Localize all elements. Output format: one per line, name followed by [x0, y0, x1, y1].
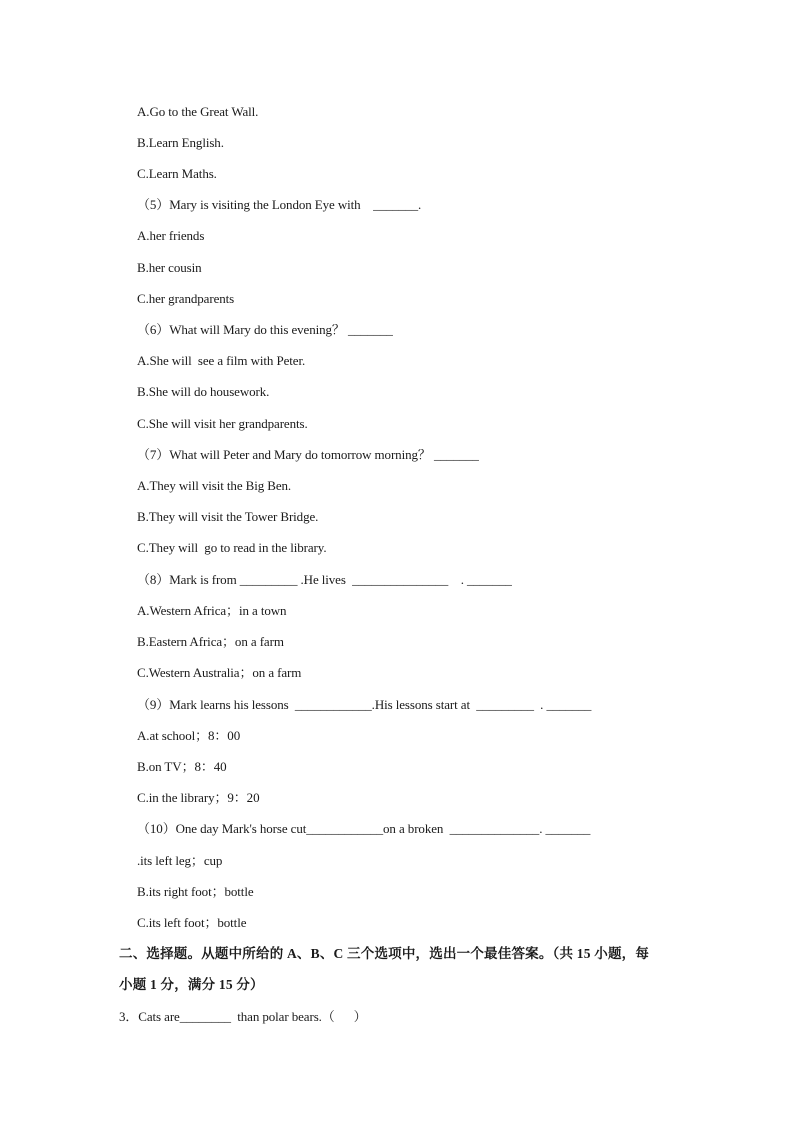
option-a-left-leg: .its left leg；cup — [137, 853, 223, 868]
option-c-library: C.They will go to read in the library. — [137, 540, 327, 555]
option-c-left-foot: C.its left foot；bottle — [137, 915, 247, 930]
question-3: 3．Cats are________ than polar bears.（ ） — [119, 1009, 367, 1024]
option-c-western-australia: C.Western Australia；on a farm — [137, 665, 302, 680]
option-a-friends: A.her friends — [137, 228, 205, 243]
option-c-library-time: C.in the library；9：20 — [137, 790, 260, 805]
question-7: （7）What will Peter and Mary do tomorrow morning？ _______ — [137, 447, 479, 462]
option-b-cousin: B.her cousin — [137, 260, 202, 275]
option-a-big-ben: A.They will visit the Big Ben. — [137, 478, 292, 493]
option-b-right-foot: B.its right foot；bottle — [137, 884, 254, 899]
option-b-learn-english: B.Learn English. — [137, 135, 224, 150]
option-b-tv: B.on TV；8：40 — [137, 759, 227, 774]
option-b-tower-bridge: B.They will visit the Tower Bridge. — [137, 509, 319, 524]
section-heading-line-1: 二、选择题。从题中所给的 A、B、C 三个选项中，选出一个最佳答案。（共 15 小题，每 — [119, 946, 650, 961]
option-a-film: A.She will see a film with Peter. — [137, 353, 306, 368]
question-10: （10）One day Mark's horse cut____________on a broken ______________. _______ — [137, 821, 591, 836]
question-8: （8）Mark is from _________ .He lives _______________ . _______ — [137, 572, 512, 587]
option-a-great-wall: A.Go to the Great Wall. — [137, 104, 259, 119]
option-c-visit-grandparents: C.She will visit her grandparents. — [137, 416, 308, 431]
question-6: （6）What will Mary do this evening？ _______ — [137, 322, 393, 337]
option-c-grandparents: C.her grandparents — [137, 291, 235, 306]
option-c-learn-maths: C.Learn Maths. — [137, 166, 217, 181]
question-9: （9）Mark learns his lessons ____________.His lessons start at _________ . _______ — [137, 697, 592, 712]
section-heading-line-2: 小题 1 分，满分 15 分） — [119, 977, 264, 992]
option-b-eastern-africa: B.Eastern Africa；on a farm — [137, 634, 284, 649]
option-a-school: A.at school；8：00 — [137, 728, 241, 743]
option-b-housework: B.She will do housework. — [137, 384, 270, 399]
question-5: （5）Mary is visiting the London Eye with _______. — [137, 197, 422, 212]
option-a-western-africa: A.Western Africa；in a town — [137, 603, 287, 618]
